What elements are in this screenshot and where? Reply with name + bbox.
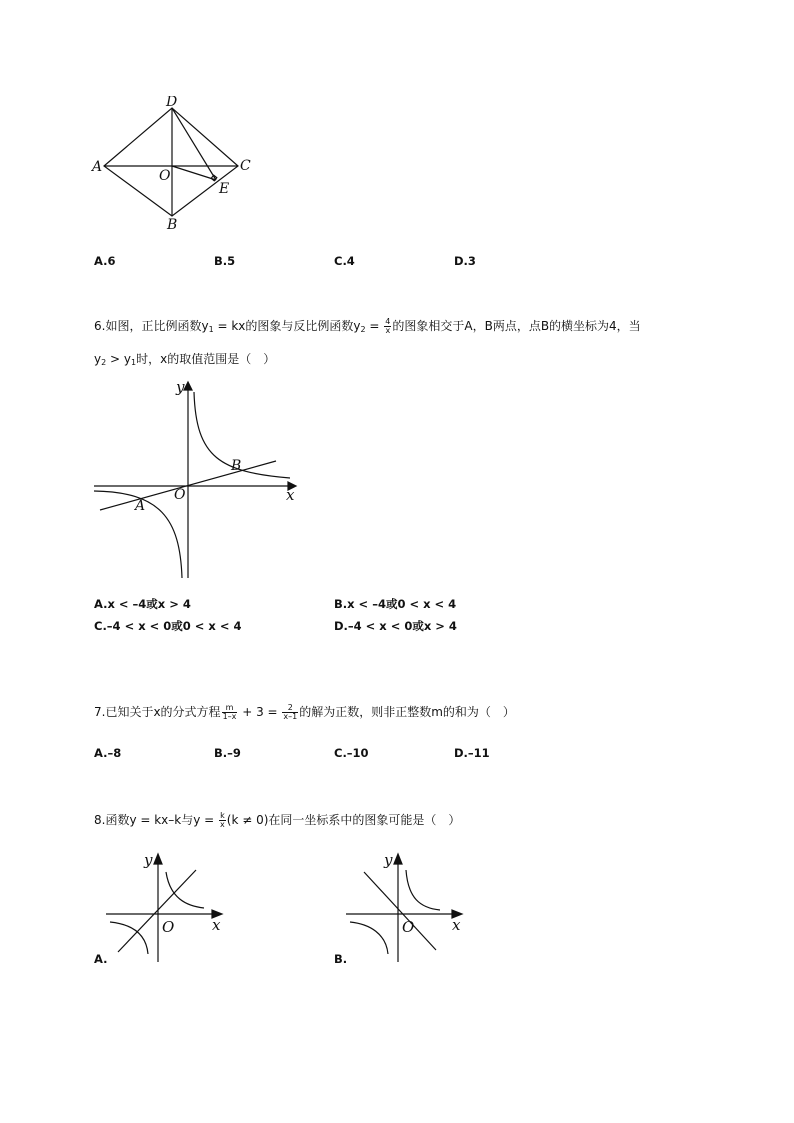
- q7-option-d[interactable]: D.–11: [454, 746, 490, 760]
- q6-stem-line2: $y_2 > y_1$时，x的取值范围是（ ）: [94, 352, 276, 367]
- label-o: O: [159, 168, 171, 184]
- q6-option-b[interactable]: B.x < –4或0 < x < 4: [334, 597, 457, 611]
- q5-option-a[interactable]: A.6: [94, 254, 116, 268]
- q7-stem: 7.已知关于x的分式方程 $\frac{m}{1-x}$ + 3 = $\frac{2}{x-1}$ 的解为正数，则非正整数m的和为（ ）: [94, 703, 515, 721]
- label-x: x: [286, 486, 295, 504]
- q8-graph-b: [340, 850, 470, 965]
- label-o: O: [402, 918, 415, 936]
- label-b: B: [167, 217, 178, 233]
- y-axis-arrow: [394, 854, 402, 864]
- q6-option-c[interactable]: C.–4 < x < 0或0 < x < 4: [94, 619, 242, 633]
- hyperbola-branch-right: [194, 392, 290, 478]
- q7-option-a[interactable]: A.–8: [94, 746, 122, 760]
- label-y: y: [176, 378, 185, 396]
- label-y: y: [144, 851, 153, 869]
- fraction-4-over-x: $\frac{4}{x}$: [385, 317, 391, 335]
- q8-option-a[interactable]: A.: [94, 952, 108, 966]
- rhombus-outline: [104, 108, 238, 216]
- label-b: B: [231, 458, 242, 474]
- line-graph: [118, 870, 196, 952]
- q6-stem-line1: 6.如图，正比例函数$y_1$ = kx的图象与反比例函数$y_2$ = $\frac{4}{x}$ 的图象相交于A，B两点，点B的横坐标为4，当: [94, 317, 641, 335]
- label-y: y: [384, 851, 393, 869]
- q6-option-d[interactable]: D.–4 < x < 0或x > 4: [334, 619, 457, 633]
- label-c: C: [240, 158, 251, 174]
- hyperbola-branch-upper: [406, 870, 440, 910]
- segment-de: [172, 108, 216, 180]
- label-e: E: [219, 181, 230, 197]
- fraction-2-over-x-minus-1: $\frac{2}{x-1}$: [283, 703, 298, 721]
- label-a: A: [92, 159, 103, 175]
- label-x: x: [212, 916, 221, 934]
- q5-option-c[interactable]: C.4: [334, 254, 355, 268]
- y-axis-arrow: [184, 382, 192, 390]
- q7-option-b[interactable]: B.–9: [214, 746, 241, 760]
- q6-graph: [90, 378, 305, 583]
- q8-option-b[interactable]: B.: [334, 952, 348, 966]
- q5-option-d[interactable]: D.3: [454, 254, 476, 268]
- label-d: D: [166, 96, 178, 110]
- q7-option-c[interactable]: C.–10: [334, 746, 369, 760]
- hyperbola-branch-upper: [166, 872, 204, 908]
- label-o: O: [162, 918, 175, 936]
- fraction-m-over-1-minus-x: $\frac{m}{1-x}$: [222, 703, 237, 721]
- rhombus-figure: [88, 96, 258, 236]
- fraction-k-over-x: $\frac{k}{x}$: [220, 811, 225, 829]
- y-axis-arrow: [154, 854, 162, 864]
- label-o: O: [174, 487, 186, 503]
- q6-option-a[interactable]: A.x < –4或x > 4: [94, 597, 191, 611]
- q5-option-b[interactable]: B.5: [214, 254, 236, 268]
- q8-graph-a: [100, 850, 230, 965]
- q8-stem: 8.函数y = kx–k与y = $\frac{k}{x}$ (k ≠ 0)在同一坐标系中的图象可能是（ ）: [94, 811, 461, 829]
- label-x: x: [452, 916, 461, 934]
- label-a: A: [135, 498, 146, 514]
- hyperbola-branch-lower: [350, 922, 388, 954]
- line-graph: [364, 872, 436, 950]
